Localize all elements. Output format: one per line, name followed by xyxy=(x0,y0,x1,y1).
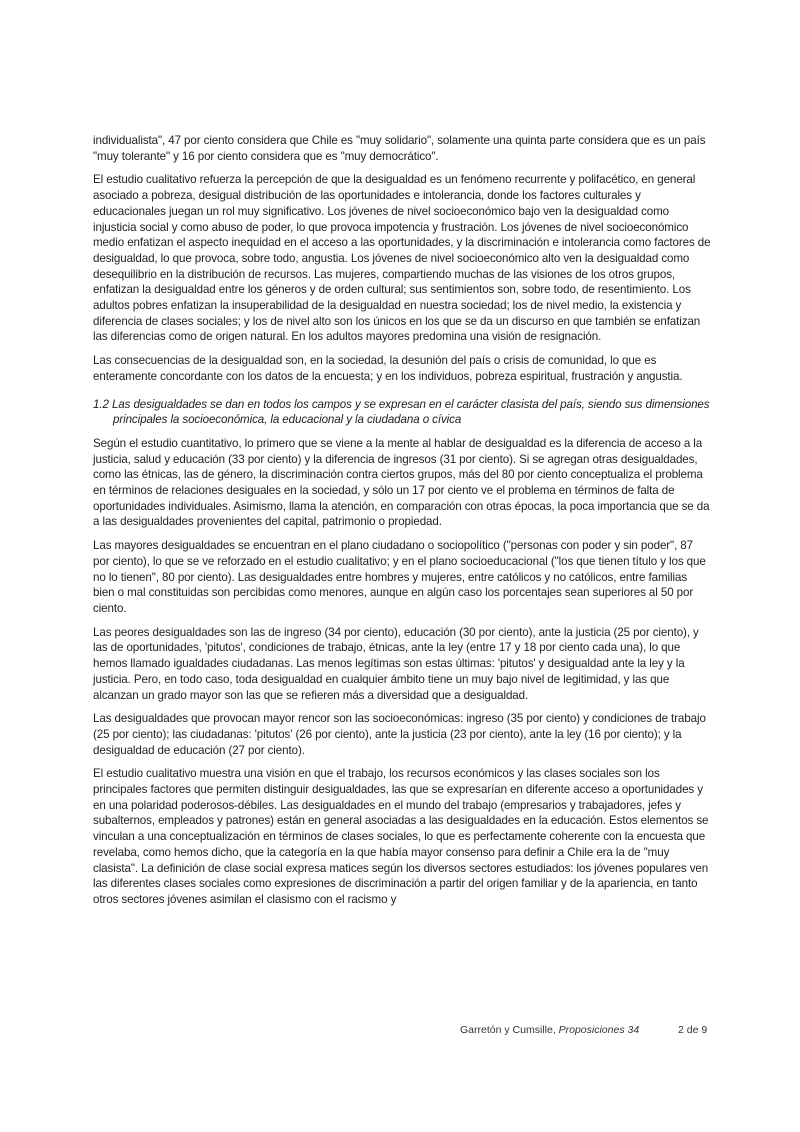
paragraph: Las desigualdades que provocan mayor rencor son las socioeconómicas: ingreso (35 por ciento) y condiciones de trabajo (25 por ciento); las ciudadanas: 'pitutos' (26 por ciento), ante la justicia (23 por ciento), ante la ley (16 por ciento); y la desigualdad de educación (27 por ciento). xyxy=(93,712,706,757)
paragraph: Las consecuencias de la desigualdad son, en la sociedad, la desunión del país o crisis de comunidad, lo que es enteramente concordante con los datos de la encuesta; y en los individuos, pobreza espiritual, frustración y angustia. xyxy=(93,354,683,383)
paragraph: Las mayores desigualdades se encuentran en el plano ciudadano o sociopolítico ("personas con poder y sin poder", 87 por ciento), lo que se ve reforzado en el estudio cualitativo; y en el plano socioeducacional ("los que tienen título y los que no lo tienen", 80 por ciento). Las desigualdades entre hombres y mujeres, entre católicos y no católicos, entre familias bien o mal constituidas son percibidas como menores, aunque en algún caso los porcentajes sean superiores al 50 por ciento. xyxy=(93,539,706,615)
paragraph: El estudio cualitativo refuerza la percepción de que la desigualdad es un fenómeno recurrente y polifacético, en general asociado a pobreza, desigual distribución de las oportunidades e intolerancia, donde los factores culturales y educacionales juegan un rol muy significativo. Los jóvenes de nivel socioeconómico bajo ven la desigualdad como injusticia social y como abuso de poder, lo que provoca impotencia y frustración. Los jóvenes de nivel socioeconómico medio enfatizan el aspecto inequidad en el acceso a las oportunidades, y la discriminación e intolerancia como factores de desigualdad, lo que provoca, sobre todo, angustia. Los jóvenes de nivel socioeconómico alto ven la desigualdad como desequilibrio en la distribución de recursos. Las mujeres, compartiendo muchas de las visiones de los otros grupos, enfatizan la desigualdad entre los géneros y de orden cultural; sus sentimientos son, sobre todo, de resentimiento. Los adultos pobres enfatizan la insuperabilidad de la desigualdad en nuestra sociedad; los de nivel medio, la existencia y diferencia de clases sociales; y los de nivel alto son los únicos en los que se da un discurso en que también se enfatizan las diferencias como de origen natural. En los adultos mayores predomina una visión de resignación. xyxy=(93,173,711,344)
footer-source: Proposiciones 34 xyxy=(558,1024,640,1036)
paragraph: Las peores desigualdades son las de ingreso (34 por ciento), educación (30 por ciento), ante la justicia (25 por ciento), y las de oportunidades, 'pitutos', condiciones de trabajo, étnicas, ante la ley (entre 17 y 18 por ciento cada una), lo que hemos llamado igualdades ciudadanas. Las menos legítimas son estas últimas: 'pitutos' y desigualdad ante la ley y la justicia. Pero, en todo caso, toda desigualdad en cualquier ámbito tiene un muy bajo nivel de legitimidad, y las que alcanzan un grado mayor son las que se refieren más a diversidad que a desigualdad. xyxy=(93,625,699,702)
document-body xyxy=(93,133,711,916)
section-heading: 1.2 Las desigualdades se dan en todos los campos y se expresan en el carácter clasista del país, siendo sus dimensiones principales la socioeconómica, la educacional y la ciudadana o cívica xyxy=(93,397,710,427)
page-number: 2 de 9 xyxy=(678,1024,708,1036)
paragraph: Según el estudio cuantitativo, lo primero que se viene a la mente al hablar de desigualdad es la diferencia de acceso a la justicia, salud y educación (33 por ciento) y la diferencia de ingresos (31 por ciento). Si se agregan otras desigualdades, como las étnicas, las de género, la discriminación contra ciertos grupos, más del 80 por ciento conceptualiza el problema en términos de relaciones desiguales en la sociedad, y sólo un 17 por ciento ve el problema en términos de falta de oportunidades individuales. Asimismo, llama la atención, en comparación con otras épocas, la poca importancia que se da a las desigualdades provenientes del capital, patrimonio o propiedad. xyxy=(93,436,710,529)
paragraph: El estudio cualitativo muestra una visión en que el trabajo, los recursos económicos y las clases sociales son los principales factores que permiten distinguir desigualdades, las que se expresarían en diferente acceso a oportunidades y en una polaridad poderosos-débiles. Las desigualdades en el mundo del trabajo (empresarios y trabajadores, jefes y subalternos, empleados y patrones) están en general asociadas a las desigualdades en la educación. Estos elementos se vinculan a una conceptualización en términos de clases sociales, lo que es perfectamente coherente con la encuesta que revelaba, como hemos dicho, que la categoría en la que había mayor consenso para definir a Chile era la de "muy clasista". La definición de clase social expresa matices según los diversos sectores estudiados: los jóvenes populares ven las diferentes clases sociales como expresiones de discriminación a partir del origen familiar y de la apariencia, en tanto otros sectores jóvenes asimilan el clasismo con el racismo y xyxy=(93,767,709,906)
footer-authors: Garretón y Cumsille, xyxy=(460,1024,556,1036)
paragraph: individualista", 47 por ciento considera que Chile es "muy solidario", solamente una quinta parte considera que es un país "muy tolerante" y 16 por ciento considera que es "muy democrático". xyxy=(93,134,706,163)
page-footer xyxy=(460,1024,710,1036)
